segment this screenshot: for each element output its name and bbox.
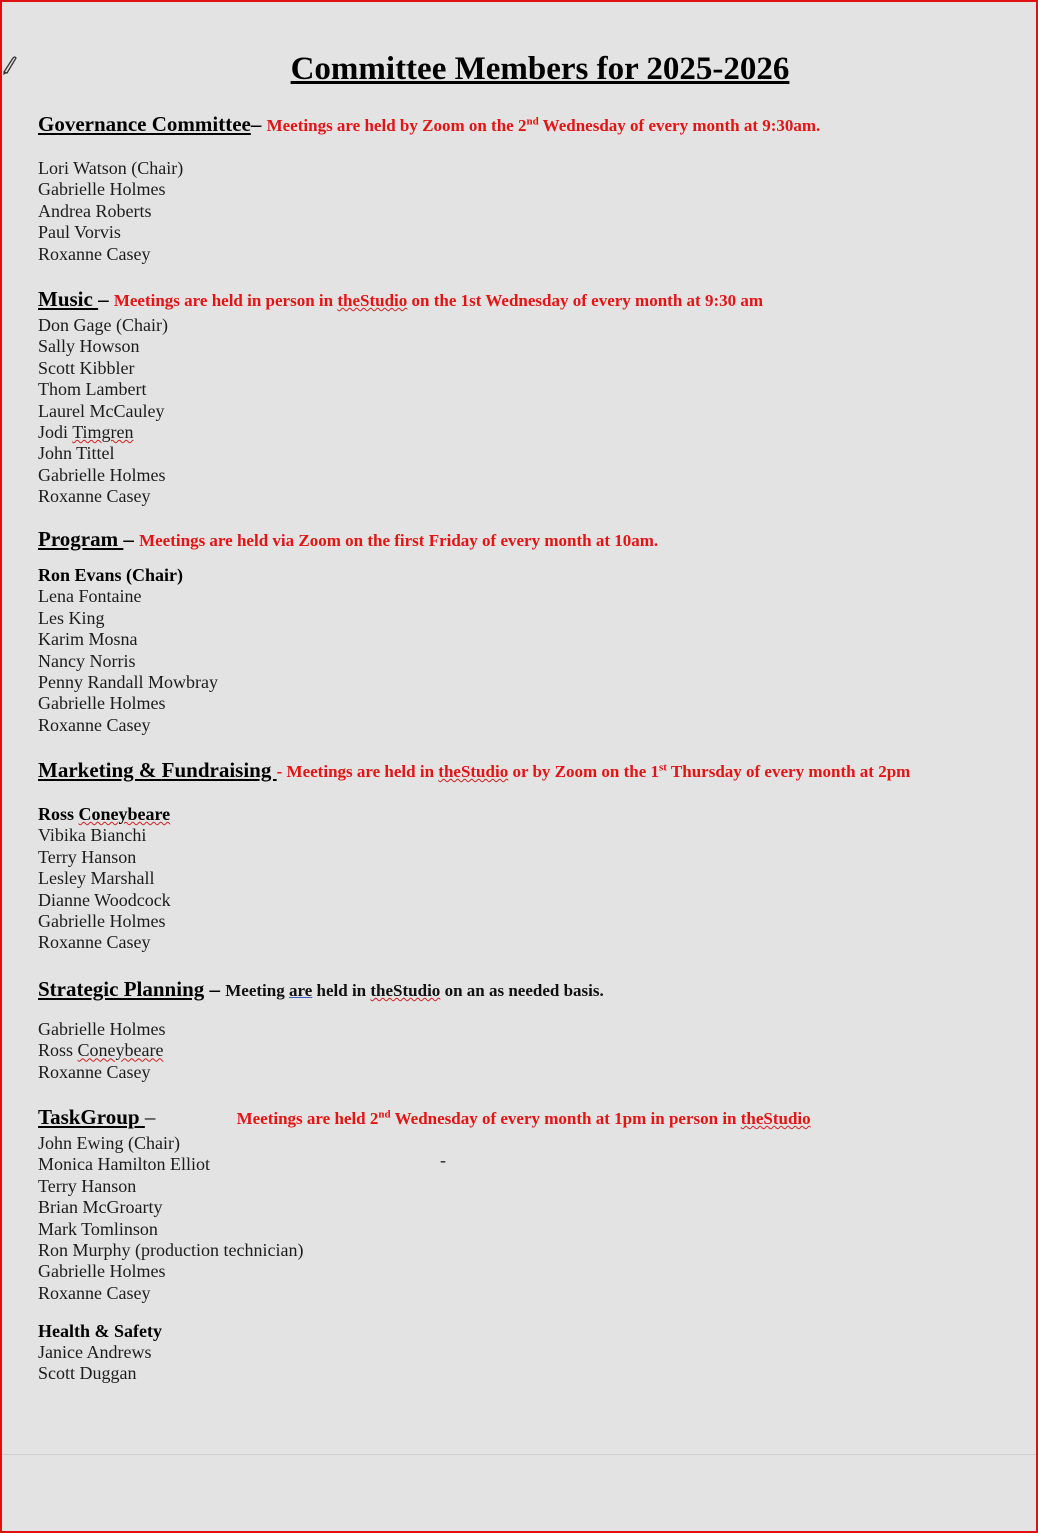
- member-first-name: Ross: [38, 1040, 78, 1061]
- governance-dash: –: [250, 112, 262, 136]
- member-item: Gabrielle Holmes: [38, 1019, 166, 1039]
- member-item: John Tittel: [38, 443, 115, 464]
- marketing-chair: [38, 804, 1028, 825]
- member-item: John Ewing (Chair): [38, 1133, 180, 1153]
- music-heading: [38, 285, 1028, 315]
- taskgroup-meeting-b: Wednesday of every month at 1pm in person in: [390, 1109, 741, 1128]
- member-item: Karim Mosna: [38, 629, 138, 650]
- strategic-heading: [38, 975, 1028, 1005]
- music-section: [38, 285, 1028, 508]
- governance-heading: [38, 110, 1028, 140]
- member-item: Roxanne Casey: [38, 1282, 151, 1303]
- member-item: Penny Randall Mowbray: [38, 671, 218, 692]
- strategic-meeting-b: held in: [312, 981, 371, 1000]
- member-item: [38, 1040, 1028, 1061]
- member-item: Dianne Woodcock: [38, 889, 171, 910]
- chair-first-name: Ross: [38, 804, 79, 824]
- music-meeting-a: Meetings are held in person in: [113, 291, 338, 310]
- member-item: Sally Howson: [38, 336, 140, 357]
- marketing-section: [38, 756, 1028, 954]
- member-item: Andrea Roberts: [38, 200, 152, 221]
- strategic-meeting-are: are: [288, 981, 313, 1000]
- member-item: Roxanne Casey: [38, 243, 151, 264]
- governance-members: [38, 158, 1028, 265]
- member-item: Roxanne Casey: [38, 486, 151, 507]
- taskgroup-meeting-sup: nd: [378, 1108, 391, 1121]
- member-item: Monica Hamilton Elliot: [38, 1154, 210, 1175]
- chair-last-name: Coneybeare: [78, 804, 171, 824]
- marketing-meeting-info: [277, 762, 911, 781]
- taskgroup-section: [38, 1103, 1028, 1304]
- music-members: [38, 315, 1028, 508]
- member-item: Terry Hanson: [38, 1175, 137, 1196]
- stray-dash: -: [440, 1150, 446, 1170]
- member-item: Laurel McCauley: [38, 400, 165, 421]
- member-item: Roxanne Casey: [38, 714, 151, 735]
- taskgroup-members: [38, 1133, 1028, 1304]
- strategic-members: [38, 1019, 1028, 1083]
- strategic-meeting-studio: theStudio: [370, 981, 441, 1000]
- marketing-name: Marketing &: [38, 758, 162, 782]
- member-item: Ron Murphy (production technician): [38, 1239, 304, 1260]
- member-item: Brian McGroarty: [38, 1197, 163, 1218]
- program-name: Program: [38, 527, 124, 551]
- marketing-meeting-b: or by Zoom on the 1: [508, 762, 660, 781]
- strategic-meeting-c: on an as needed basis.: [440, 981, 604, 1000]
- marketing-dash: -: [276, 762, 287, 781]
- marketing-name-b: Fundraising: [161, 758, 277, 782]
- music-name: Music: [38, 287, 99, 311]
- member-item: Gabrielle Holmes: [38, 910, 166, 931]
- health-section: [38, 1321, 1028, 1385]
- member-item: Mark Tomlinson: [38, 1218, 158, 1239]
- strategic-meeting-a: Meeting: [225, 981, 289, 1000]
- document-title: Committee Members for 2025-2026: [290, 51, 790, 87]
- member-item: Nancy Norris: [38, 650, 136, 671]
- member-item: Scott Duggan: [38, 1363, 137, 1384]
- health-heading: Health & Safety: [38, 1321, 162, 1341]
- governance-name: Governance Committee: [38, 112, 251, 136]
- strategic-section: [38, 975, 1028, 1083]
- member-last-name: Coneybeare: [77, 1040, 164, 1061]
- taskgroup-heading: [38, 1103, 1028, 1133]
- taskgroup-meeting-a: Meetings are held 2: [236, 1109, 379, 1128]
- member-item: Gabrielle Holmes: [38, 464, 166, 485]
- member-item: Lori Watson (Chair): [38, 158, 184, 178]
- member-item: Roxanne Casey: [38, 932, 151, 953]
- taskgroup-meeting-studio: theStudio: [740, 1109, 811, 1128]
- member-item: Paul Vorvis: [38, 222, 121, 243]
- marketing-meeting-studio: theStudio: [438, 762, 509, 781]
- member-item: Lesley Marshall: [38, 868, 155, 889]
- program-chair: Ron Evans (Chair): [38, 565, 184, 585]
- page-divider: [2, 1454, 1036, 1455]
- member-item: Janice Andrews: [38, 1342, 152, 1362]
- marketing-meeting-a: Meetings are held in: [286, 762, 439, 781]
- program-members: [38, 565, 1028, 736]
- program-meeting-info: Meetings are held via Zoom on the first Friday of every month at 10am.: [139, 531, 659, 550]
- program-section: [38, 525, 1028, 736]
- strategic-meeting-info: [225, 981, 604, 1000]
- member-item: Lena Fontaine: [38, 586, 142, 607]
- taskgroup-dash: –: [144, 1105, 161, 1129]
- member-item: Terry Hanson: [38, 846, 137, 867]
- member-item: Gabrielle Holmes: [38, 693, 166, 714]
- program-dash: –: [123, 527, 140, 551]
- governance-meeting-a: Meetings are held by Zoom on the 2: [266, 116, 527, 135]
- health-members: [38, 1342, 1028, 1385]
- governance-section: [38, 110, 1028, 265]
- member-item: Gabrielle Holmes: [38, 179, 166, 200]
- member-item: Vibika Bianchi: [38, 825, 147, 846]
- strategic-name: Strategic Planning: [38, 977, 205, 1001]
- marketing-meeting-c: Thursday of every month at 2pm: [666, 762, 911, 781]
- member-item: Don Gage (Chair): [38, 315, 168, 335]
- governance-meeting-info: [267, 116, 821, 135]
- marketing-members: [38, 804, 1028, 954]
- member-item: Scott Kibbler: [38, 357, 135, 378]
- strategic-dash: –: [204, 977, 226, 1001]
- music-meeting-studio: theStudio: [337, 291, 408, 310]
- member-item: Gabrielle Holmes: [38, 1261, 166, 1282]
- member-item: Thom Lambert: [38, 379, 147, 400]
- member-last-name: Timgren: [72, 421, 134, 442]
- music-meeting-b: on the 1st Wednesday of every month at 9:30 am: [407, 291, 764, 310]
- governance-meeting-sup: nd: [526, 115, 539, 128]
- member-first-name: Jodi: [38, 421, 73, 442]
- member-item: [38, 422, 1028, 443]
- taskgroup-name: TaskGroup: [38, 1105, 145, 1129]
- taskgroup-meeting-info: [237, 1109, 811, 1128]
- governance-meeting-b: Wednesday of every month at 9:30am.: [538, 116, 821, 135]
- music-dash: –: [98, 287, 114, 311]
- marketing-meeting-sup: st: [659, 761, 667, 774]
- member-item: Les King: [38, 607, 105, 628]
- music-meeting-info: [114, 291, 763, 310]
- marketing-heading: [38, 756, 1028, 786]
- member-item: Roxanne Casey: [38, 1061, 151, 1082]
- program-heading: [38, 525, 1028, 555]
